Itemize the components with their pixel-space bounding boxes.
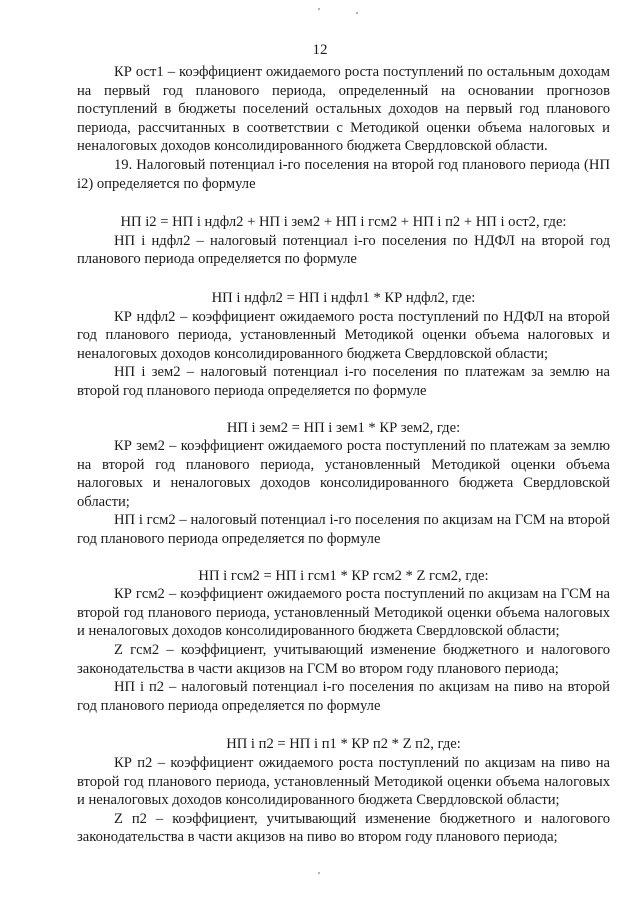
formula-np-p2: НП i п2 = НП i п1 * КР п2 * Z п2, где: <box>226 736 461 753</box>
paragraph-item-19: 19. Налоговый потенциал i-го поселения на второй год планового периода (НП i2) определяется по формуле <box>77 156 610 192</box>
scan-speck <box>318 872 320 874</box>
formula-np-zem2: НП i зем2 = НП i зем1 * КР зем2, где: <box>226 419 461 436</box>
paragraph-z-gsm2: Z гсм2 – коэффициент, учитывающий изменение бюджетного и налогового законодательства в части акцизов на ГСМ во втором году планового периода; <box>77 642 610 677</box>
formula-np-ndfl2: НП i ндфл2 = НП i ндфл1 * КР ндфл2, где: <box>211 289 476 306</box>
document-body <box>77 63 610 847</box>
paragraph-kr-ost1: КР ост1 – коэффициент ожидаемого роста поступлений по остальным доходам на первый год планового периода, определенный на основании прогнозов поступлений в бюджеты поселений остальных доходов на первый год планового периода, рассчитанных в соответствии с Методикой оценки объема налоговых и неналоговых доходов консолидированного бюджета Свердловской области. <box>77 64 610 155</box>
paragraph-np-p2: НП i п2 – налоговый потенциал i-го поселения по акцизам на пиво на второй год планового периода определяется по формуле <box>77 679 610 714</box>
scan-speck <box>356 12 358 14</box>
paragraph-kr-gsm2: КР гсм2 – коэффициент ожидаемого роста поступлений по акцизам на ГСМ на второй год планового периода, установленный Методикой оценки объема налоговых и неналоговых доходов консолидированного бюджета Свердловской области; <box>77 586 610 640</box>
paragraph-kr-p2: КР п2 – коэффициент ожидаемого роста поступлений по акцизам на пиво на второй год планового периода, установленный Методикой оценки объема налоговых и неналоговых доходов консолидированного бюджета Свердловской области; <box>77 755 610 809</box>
paragraph-kr-zem2: КР зем2 – коэффициент ожидаемого роста поступлений по платежам за землю на второй год планового периода, установленный Методикой оценки объема налоговых и неналоговых доходов консолидированного бюджета Свердловской области; <box>77 438 610 510</box>
paragraph-kr-ndfl2: КР ндфл2 – коэффициент ожидаемого роста поступлений по НДФЛ на второй год планового периода, установленный Методикой оценки объема налоговых и неналоговых доходов консолидированного бюджета Свердловской области; <box>77 308 610 362</box>
paragraph-z-p2: Z п2 – коэффициент, учитывающий изменение бюджетного и налогового законодательства в части акцизов на пиво во втором году планового периода; <box>77 810 610 846</box>
page-number: 12 <box>312 42 328 58</box>
formula-np-gsm2: НП i гсм2 = НП i гсм1 * КР гсм2 * Z гсм2, где: <box>198 567 489 584</box>
paragraph-np-zem2: НП i зем2 – налоговый потенциал i-го поселения по платежам за землю на второй год планового периода определяется по формуле <box>77 364 610 399</box>
scan-speck <box>318 8 320 10</box>
paragraph-np-gsm2: НП i гсм2 – налоговый потенциал i-го поселения по акцизам на ГСМ на второй год планового периода определяется по формуле <box>77 512 610 548</box>
paragraph-np-ndfl2: НП i ндфл2 – налоговый потенциал i-го поселения по НДФЛ на второй год планового периода определяется по формуле <box>77 232 610 268</box>
formula-np-i2: НП i2 = НП i ндфл2 + НП i зем2 + НП i гсм2 + НП i п2 + НП i ост2, где: <box>120 214 567 231</box>
